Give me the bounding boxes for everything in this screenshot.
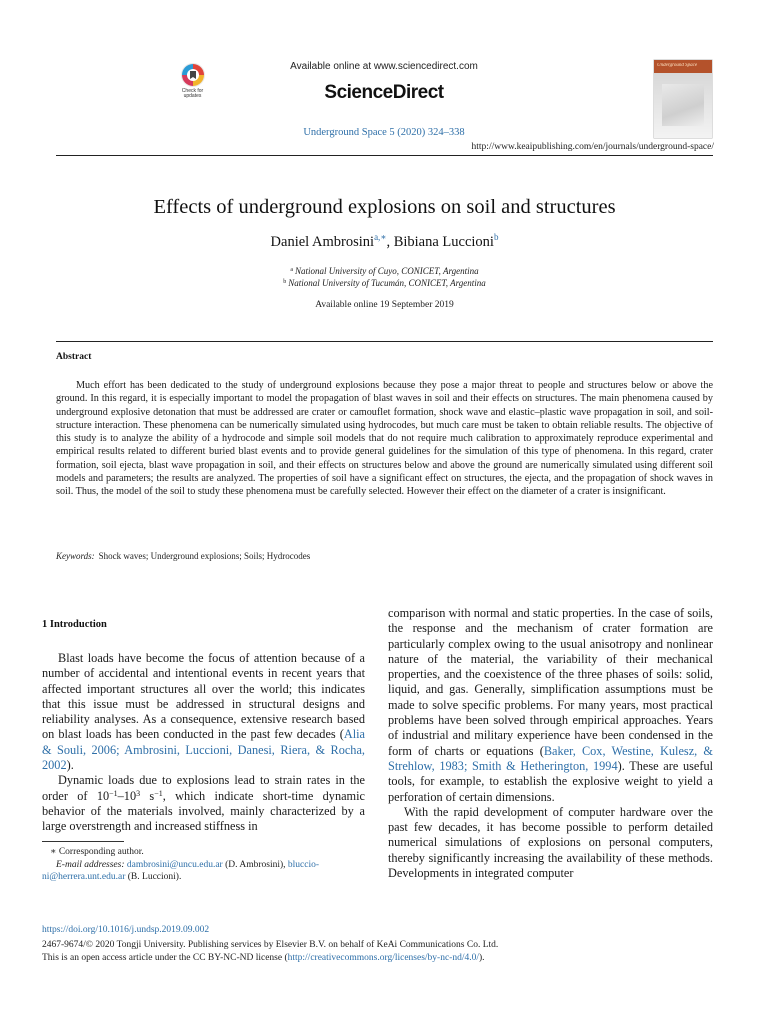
affiliation-a — [56, 266, 713, 276]
affiliation-text: National University of Tucumán, CONICET, Argentina — [288, 278, 486, 288]
email-link-ambrosini[interactable]: dambrosini@uncu.edu.ar — [126, 859, 223, 870]
abstract-divider — [56, 341, 713, 342]
email-addresses — [42, 859, 365, 872]
license-link[interactable]: http://creativecommons.org/licenses/by-nc-nd/4.0/ — [287, 953, 479, 963]
paragraph-text: –10 — [117, 788, 137, 803]
journal-cover-art — [662, 84, 704, 126]
paragraph — [388, 606, 713, 805]
paragraph-text: s — [140, 788, 155, 803]
corresponding-author-note: ∗ Corresponding author. — [50, 847, 144, 857]
journal-url[interactable]: http://www.keaipublishing.com/en/journals/underground-space/ — [471, 142, 714, 152]
paragraph-text: comparison with normal and static properties. In the case of soils, the response and the mechanism of crater formation are particularly complex owing to the usual anisotropy and nonlinear nature of the material, the variability of their mechanical properties, and the coexistence of the three phases of soils: solid, liquid, and gas. Generally, simplification assumptions must be made to solve specific problems. For many years, most practical problems have been solved through empirical approaches. Years of industrial and military experience have been condensed in the form of charts or equations ( — [388, 606, 713, 758]
article-title: Effects of underground explosions on soil and structures — [153, 196, 616, 218]
exponent: −1 — [109, 788, 118, 798]
exponent: 3 — [136, 788, 141, 798]
paragraph-text: ). — [66, 758, 74, 773]
check-for-updates-icon — [180, 62, 206, 88]
section-heading-introduction: 1 Introduction — [42, 619, 107, 630]
available-online-date: Available online 19 September 2019 — [315, 300, 454, 310]
abstract-heading: Abstract — [56, 352, 92, 362]
citation-link[interactable]: Baker, Cox, Westine, Kulesz, & Strehlow, 1983; Smith & Hetherington, 1994 — [388, 743, 713, 773]
paragraph: With the rapid development of computer hardware over the past few decades, it has become possible to perform detailed numerical simulations of explosions on personal computers, thereby significantly increasing the availability of these methods. Developments in integrated computer — [388, 804, 713, 881]
paragraph-text: , which indicate short-time dynamic behavior of the materials involved, mainly characterized by a large overstrength and increased stiffness in — [42, 788, 365, 834]
license-text: ). — [479, 953, 485, 963]
left-column — [42, 651, 365, 835]
check-for-updates-label: Check for updates — [181, 88, 204, 99]
paragraph-text: Blast loads have become the focus of attention because of a number of accidental and intentional events in recent years that affected important structures all over the world; this indicates that this issue must be addressed in structural designs and reliability analyses. As a consequence, extensive research based on blast loads has been conducted in the past few decades ( — [42, 651, 365, 742]
email-link-luccioni[interactable]: bluccio- — [287, 859, 320, 870]
paragraph-text: ). These are useful tools, for example, to establish the explosive weight to yield a perforation of certain dimensions. — [388, 758, 714, 804]
author-affiliation-mark[interactable]: a,∗ — [374, 232, 387, 242]
keywords-line — [56, 551, 310, 561]
journal-cover-title: Underground Space — [657, 63, 698, 68]
author-list: Daniel Ambrosini$^{a,∗}$, Bibiana Luccioni$^b$ — [270, 232, 499, 250]
paragraph — [42, 773, 365, 834]
citation-link[interactable]: Alia & Souli, 2006; Ambrosini, Luccioni, Danesi, Riera, & Rocha, 2002 — [42, 727, 365, 773]
doi-link[interactable]: https://doi.org/10.1016/j.undsp.2019.09.002 — [42, 925, 210, 935]
affiliation-mark: b — [283, 279, 287, 285]
author-name[interactable]: Bibiana Luccioni — [393, 234, 494, 250]
right-column — [388, 606, 713, 881]
paragraph-text: Dynamic loads due to explosions lead to strain rates in the order of 10 — [42, 773, 365, 803]
affiliation-text: National University of Cuyo, CONICET, Argentina — [295, 266, 479, 276]
affiliation-b — [56, 278, 713, 288]
journal-reference-link[interactable]: Underground Space 5 (2020) 324–338 — [303, 127, 465, 138]
available-online-text: Available online at www.sciencedirect.com — [290, 61, 478, 72]
email-continuation — [42, 871, 365, 884]
issn-copyright: 2467-9674/© 2020 Tongji University. Publishing services by Elsevier B.V. on behalf of KeAi Communications Co. Ltd. — [42, 940, 499, 950]
paragraph — [42, 651, 365, 773]
abstract-body: Much effort has been dedicated to the study of underground explosions because they pose a major threat to people and structures below or above the ground. In this regard, it is especially important to model the propagation of blast waves in soil and their effects on structures. The main phenomena caused by underground explosive detonation that must be addressed are crater or camouflet formation, shock wave and elastic–plastic wave propagation in soil, and soil-structure interaction. These phenomena can be numerically simulated using hydrocodes, but much care must be taken to obtain reliable results. The objective of this study is to analyze the ability of a hydrocode and simple soil models that do not require much calibration to approximately reproduce experimental and empirical results related to different buried blast events and to provide general guidelines for the simulation of this type of phenomena. In this regard, crater formation, soil ejecta, blast wave propagation in soil, and their effects on structures below and above the ground are numerically simulated using different soil models and parameters; the results are analyzed. The properties of soil have a significant effect on structures, the ejecta, and the propagation of shock waves in soil. Thus, the model of the soil to study these phenomena must be carefully selected. However their effect on the diameter of a crater is insignificant. — [56, 380, 713, 498]
email-link-luccioni-cont[interactable]: ni@herrera.unt.edu.ar — [42, 872, 126, 882]
footnote-divider — [42, 841, 124, 842]
journal-cover-image — [654, 60, 712, 138]
header-divider — [56, 155, 713, 156]
keywords-list: Shock waves; Underground explosions; Soils; Hydrocodes — [98, 551, 311, 561]
check-for-updates-badge[interactable] — [176, 62, 209, 102]
license-note — [42, 953, 485, 963]
affiliation-mark: a — [290, 267, 294, 273]
email-label: E-mail addresses: — [56, 859, 125, 870]
author-name[interactable]: Daniel Ambrosini — [270, 234, 375, 250]
author-affiliation-mark[interactable]: b — [493, 232, 499, 242]
exponent: −1 — [154, 788, 163, 798]
footnote — [42, 846, 365, 884]
sciencedirect-logo[interactable]: ScienceDirect — [324, 82, 444, 103]
license-text: This is an open access article under the CC BY-NC-ND license ( — [42, 953, 288, 963]
email-owner: (B. Luccioni). — [125, 872, 182, 882]
keywords-label: Keywords: — [56, 551, 95, 561]
email-owner: (D. Ambrosini), — [222, 859, 288, 870]
